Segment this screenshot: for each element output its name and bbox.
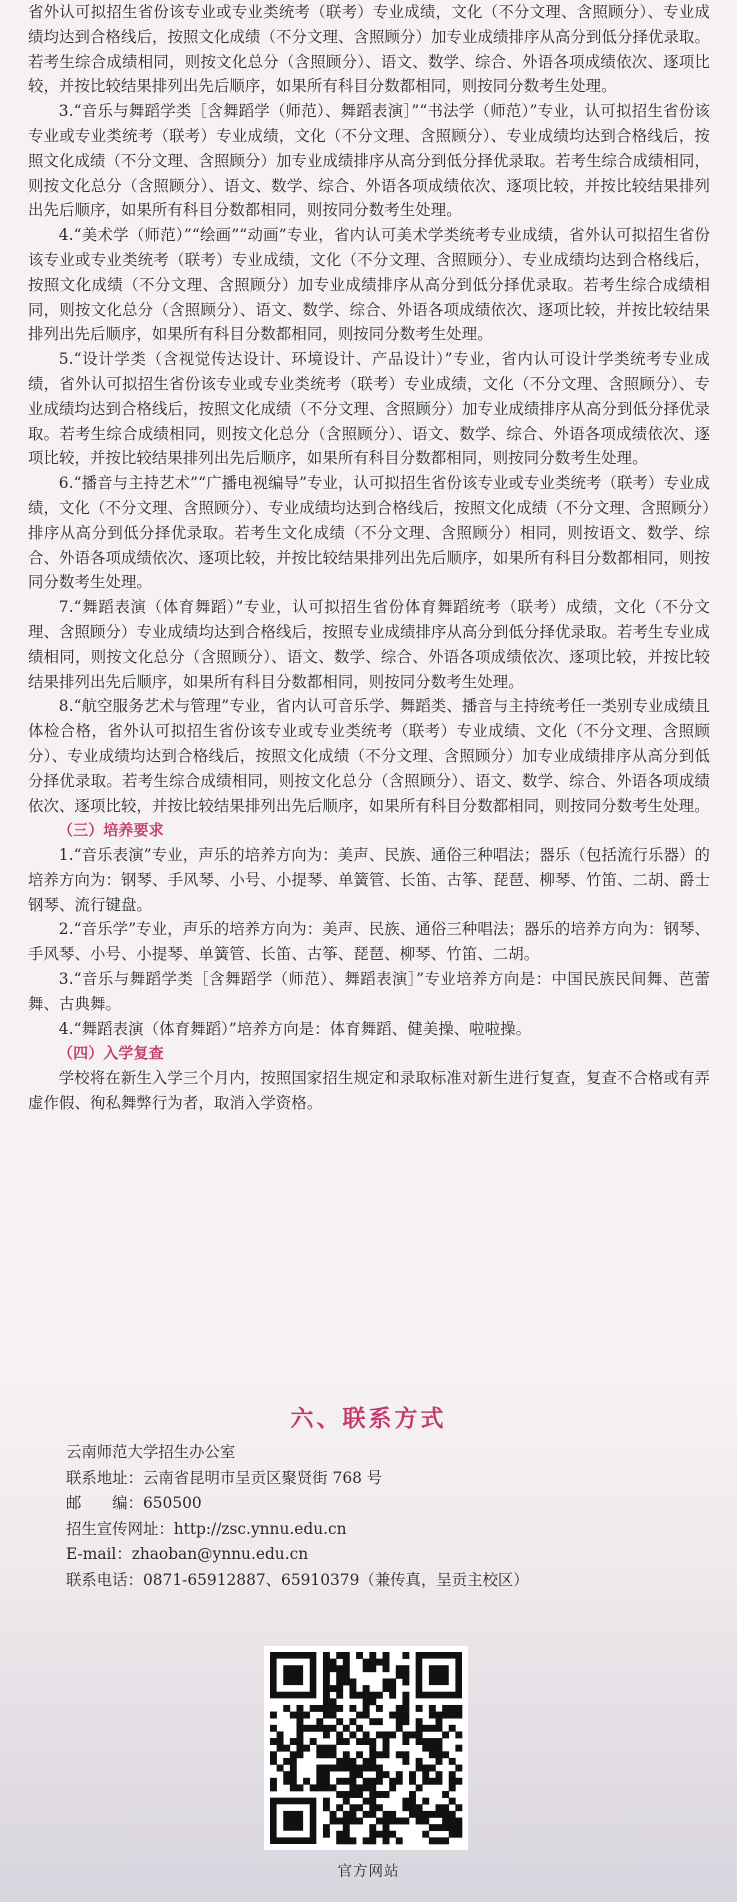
qr-code-graphic: [264, 1646, 468, 1850]
contact-address: 联系地址：云南省昆明市呈贡区聚贤街 768 号: [66, 1468, 383, 1487]
admission-paragraph: 4.“美术学（师范）”“绘画”“动画”专业，省内认可美术学类统考专业成绩，省外认可拟招生省份该专业或专业类统考（联考）专业成绩，文化（不分文理、含照顾分）、专业成绩均达到合格线后，按照文化成绩（不分文理、含照顾分）加专业成绩排序从高分到低分择优录取。若考生综合成绩相同，则按文化总分（含照顾分）、语文、数学、综合、外语各项成绩依次、逐项比较，并按比较结果排列出先后顺序，如果所有科目分数都相同，则按同分数考生处理。: [28, 226, 710, 344]
admission-paragraph: 5.“设计学类（含视觉传达设计、环境设计、产品设计）”专业，省内认可设计学类统考专业成绩，省外认可拟招生省份该专业或专业类统考（联考）专业成绩，文化（不分文理、含照顾分）、专业成绩均达到合格线后，按照文化成绩（不分文理、含照顾分）加专业成绩排序从高分到低分择优录取。若考生综合成绩相同，则按文化总分（含照顾分）、语文、数学、综合、外语各项成绩依次、逐项比较，并按比较结果排列出先后顺序，如果所有科目分数都相同，则按同分数考生处理。: [28, 350, 710, 468]
contact-section-title: 六、联系方式: [290, 1406, 447, 1432]
contact-email[interactable]: E-mail：zhaoban@ynnu.edu.cn: [66, 1545, 309, 1563]
qr-caption: 官方网站: [337, 1864, 400, 1880]
recheck-heading: （四）入学复查: [58, 1044, 164, 1063]
training-heading: （三）培养要求: [58, 821, 164, 840]
training-paragraph: 4.“舞蹈表演（体育舞蹈）”培养方向是：体育舞蹈、健美操、啦啦操。: [58, 1019, 532, 1038]
admission-paragraph: 省外认可拟招生省份该专业或专业类统考（联考）专业成绩，文化（不分文理、含照顾分）、专业成绩均达到合格线后，按照文化成绩（不分文理、含照顾分）加专业成绩排序从高分到低分择优录取。若考生综合成绩相同，则按文化总分（含照顾分）、语文、数学、综合、外语各项成绩依次、逐项比较，并按比较结果排列出先后顺序，如果所有科目分数都相同，则按同分数考生处理。: [28, 3, 710, 96]
admission-paragraph: 8.“航空服务艺术与管理”专业，省内认可音乐学、舞蹈类、播音与主持统考任一类别专业成绩且体检合格，省外认可拟招生省份该专业或专业类统考（联考）专业成绩、文化（不分文理、含照顾分）、专业成绩均达到合格线后，按照文化成绩（不分文理、含照顾分）加专业成绩排序从高分到低分择优录取。若考生综合成绩相同，则按文化总分（含照顾分）、语文、数学、综合、外语各项成绩依次、逐项比较，并按比较结果排列出先后顺序，如果所有科目分数都相同，则按同分数考生处理。: [28, 697, 710, 815]
qr-code-icon[interactable]: [264, 1646, 468, 1850]
training-paragraph: 2.“音乐学”专业，声乐的培养方向为：美声、民族、通俗三种唱法；器乐的培养方向为：钢琴、手风琴、小号、小提琴、单簧管、长笛、古筝、琵琶、柳琴、竹笛、二胡。: [28, 920, 710, 964]
admission-rules-text: [28, 0, 710, 1116]
admission-paragraph: 3.“音乐与舞蹈学类［含舞蹈学（师范）、舞蹈表演］”“书法学（师范）”专业，认可拟招生省份该专业或专业类统考（联考）专业成绩，文化（不分文理、含照顾分）、专业成绩均达到合格线后，按照文化成绩（不分文理、含照顾分）加专业成绩排序从高分到低分择优录取。若考生综合成绩相同，则按文化总分（含照顾分）、语文、数学、综合、外语各项成绩依次、逐项比较，并按比较结果排列出先后顺序，如果所有科目分数都相同，则按同分数考生处理。: [28, 102, 710, 220]
admission-paragraph: 7.“舞蹈表演（体育舞蹈）”专业，认可拟招生省份体育舞蹈统考（联考）成绩，文化（不分文理、含照顾分）专业成绩均达到合格线后，按照专业成绩排序从高分到低分择优录取。若考生专业成绩相同，则按文化总分（含照顾分）、语文、数学、综合、外语各项成绩依次、逐项比较，并按比较结果排列出先后顺序，如果所有科目分数都相同，则按同分数考生处理。: [28, 598, 710, 691]
training-paragraph: 3.“音乐与舞蹈学类［含舞蹈学（师范）、舞蹈表演］”专业培养方向是：中国民族民间舞、芭蕾舞、古典舞。: [28, 970, 710, 1013]
contact-info: [66, 1440, 686, 1593]
contact-phone: 联系电话：0871-65912887、65910379（兼传真，呈贡主校区）: [66, 1570, 529, 1589]
admission-paragraph: 6.“播音与主持艺术”“广播电视编导”专业，认可拟招生省份该专业或专业类统考（联考）专业成绩，文化（不分文理、含照顾分）、专业成绩均达到合格线后，按照文化成绩（不分文理、含照顾分）排序从高分到低分择优录取。若考生文化成绩（不分文理、含照顾分）相同，则按语文、数学、综合、外语各项成绩依次、逐项比较，并按比较结果排列出先后顺序，如果所有科目分数都相同，则按同分数考生处理。: [28, 474, 710, 592]
recheck-paragraph: 学校将在新生入学三个月内，按照国家招生规定和录取标准对新生进行复查，复查不合格或有弄虚作假、徇私舞弊行为者，取消入学资格。: [28, 1069, 710, 1113]
contact-postcode: 邮 编：650500: [66, 1494, 202, 1512]
contact-website[interactable]: 招生宣传网址：http://zsc.ynnu.edu.cn: [66, 1519, 347, 1538]
contact-office: 云南师范大学招生办公室: [66, 1443, 236, 1461]
training-paragraph: 1.“音乐表演”专业，声乐的培养方向为：美声、民族、通俗三种唱法；器乐（包括流行乐器）的培养方向为：钢琴、手风琴、小号、小提琴、单簧管、长笛、古筝、琵琶、柳琴、竹笛、二胡、爵士钢琴、流行键盘。: [28, 846, 710, 914]
